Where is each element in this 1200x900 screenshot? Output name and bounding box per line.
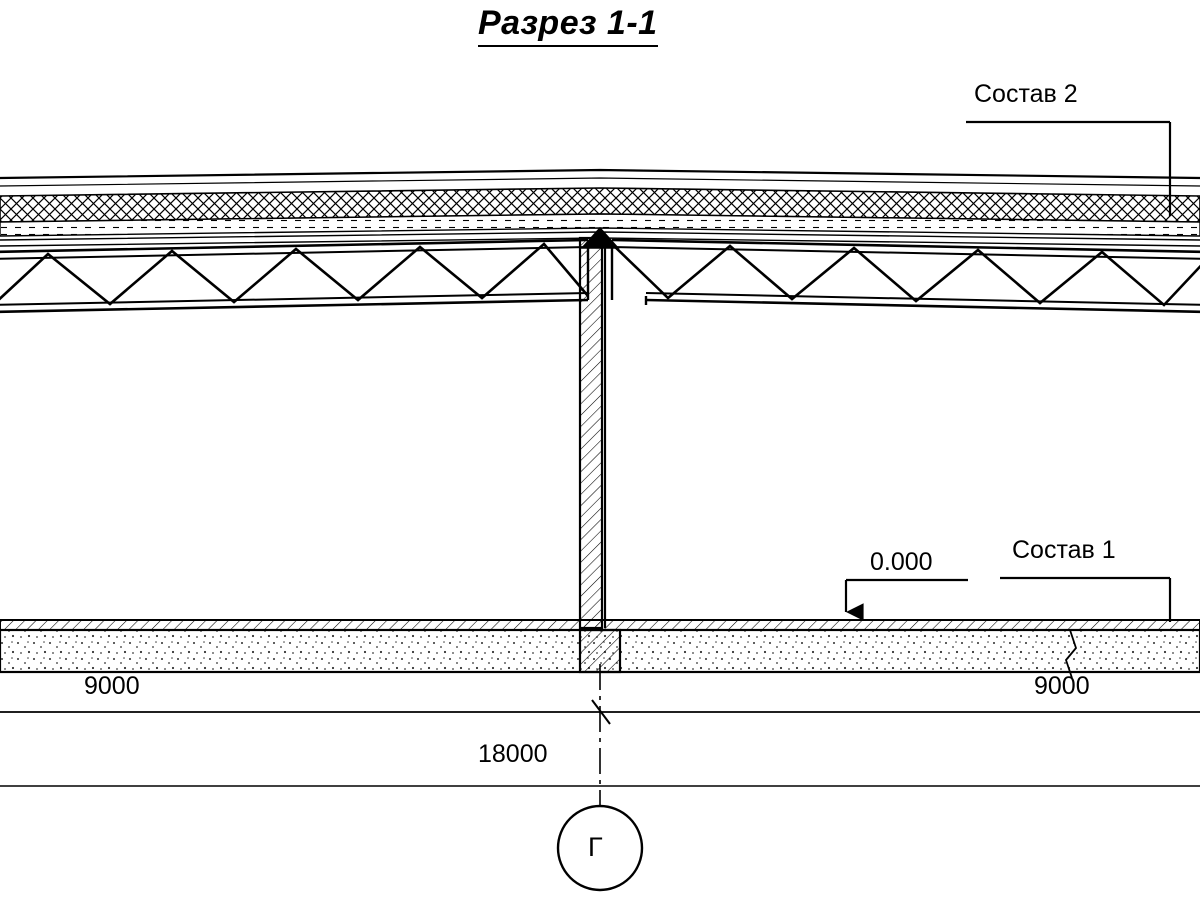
level-mark: [846, 580, 968, 612]
label-floor-buildup: Состав 1: [1012, 536, 1116, 564]
axis-marker-label: Г: [588, 832, 603, 862]
truss-left: [0, 240, 588, 312]
dimension-span-left: 9000: [84, 672, 140, 700]
page-title: Разрез 1-1: [478, 4, 658, 47]
truss-right: [612, 240, 1200, 312]
dimension-total: 18000: [478, 740, 548, 768]
dimension-span-right: 9000: [1034, 672, 1090, 700]
label-roof-buildup: Состав 2: [974, 80, 1078, 108]
label-level-mark: 0.000: [870, 548, 933, 576]
